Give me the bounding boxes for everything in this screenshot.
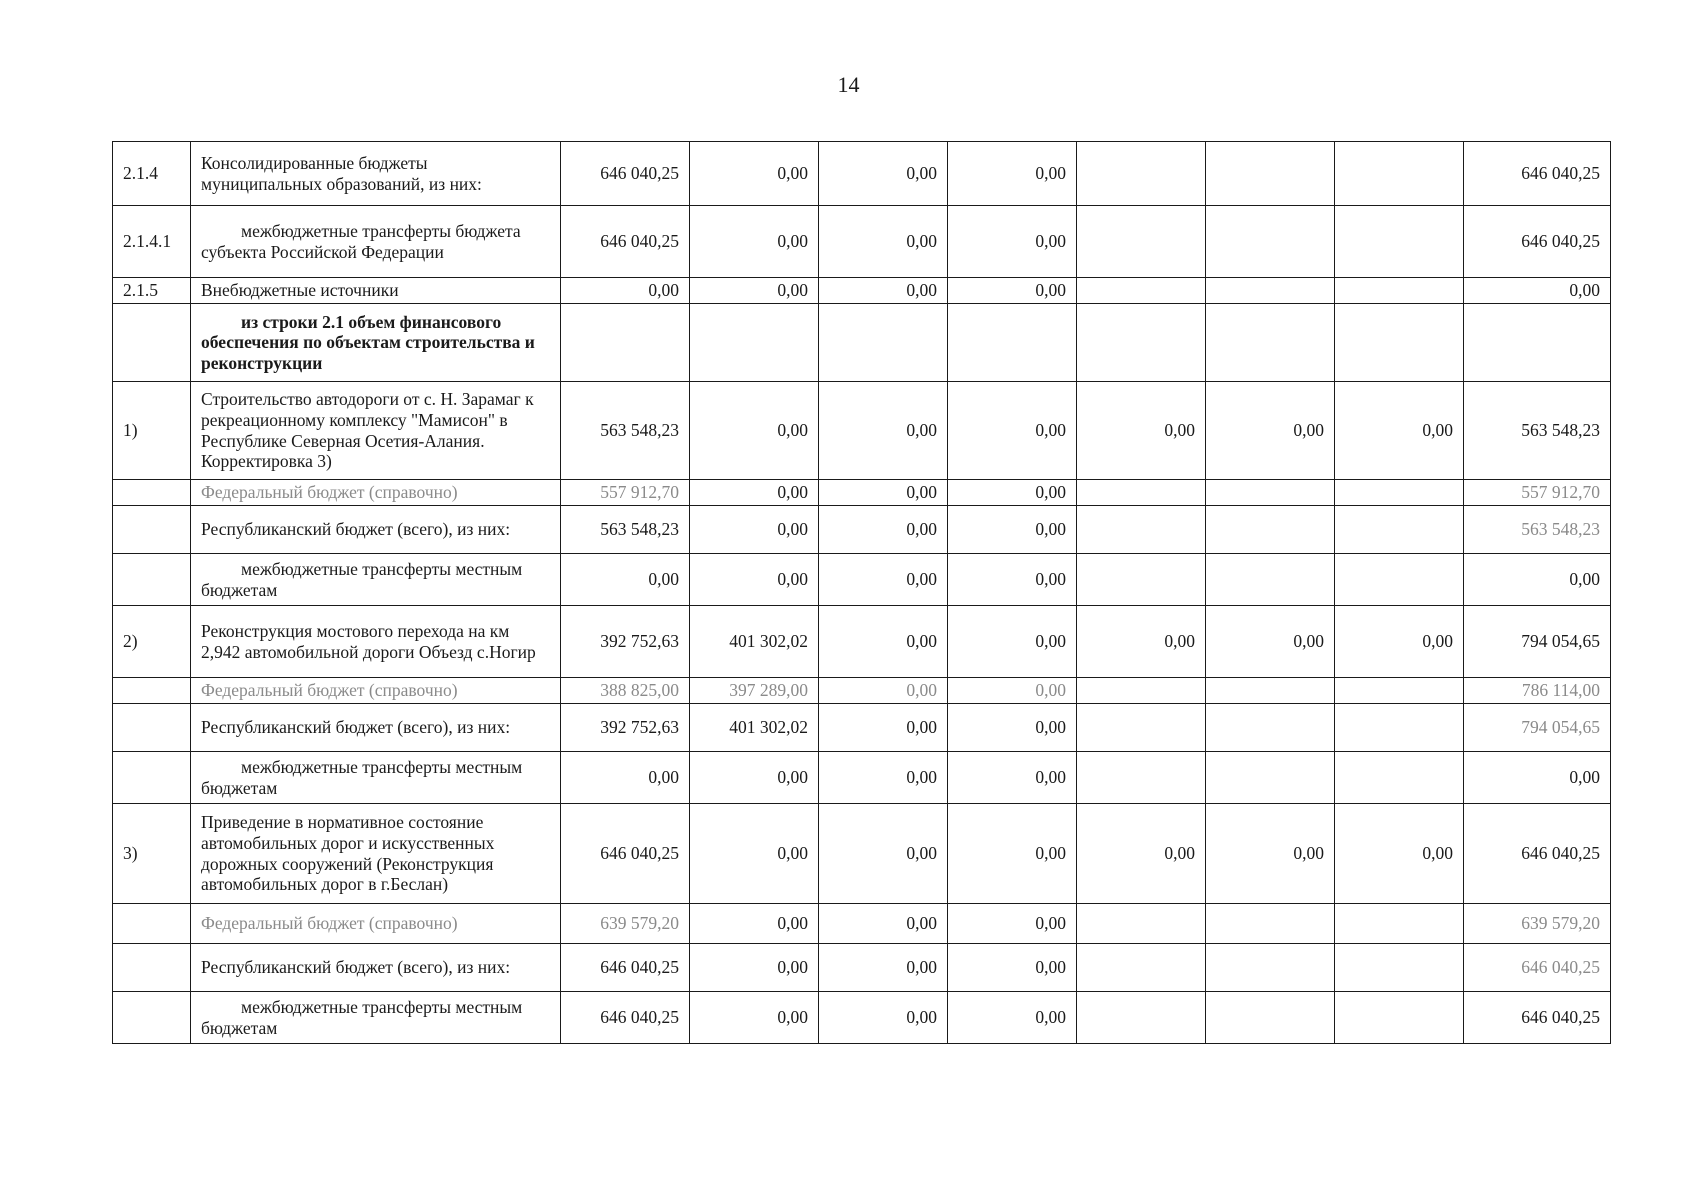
- row-value: 0,00: [948, 278, 1077, 304]
- row-value: 0,00: [690, 382, 819, 480]
- row-value: [1335, 704, 1464, 752]
- row-value: [1077, 554, 1206, 606]
- row-value: [1206, 704, 1335, 752]
- row-value: 0,00: [690, 554, 819, 606]
- row-value: 0,00: [948, 142, 1077, 206]
- row-value: 0,00: [948, 944, 1077, 992]
- budget-table: [112, 141, 1611, 1044]
- row-value: [1077, 506, 1206, 554]
- row-description: Приведение в нормативное состояние автомобильных дорог и искусственных дорожных сооружений (Реконструкция автомобильных дорог в г.Беслан): [191, 804, 561, 904]
- row-code: 2.1.5: [113, 278, 191, 304]
- table-row: [113, 804, 1611, 904]
- row-value: [1335, 992, 1464, 1044]
- row-value: 0,00: [819, 554, 948, 606]
- row-value: 646 040,25: [1464, 206, 1611, 278]
- row-value: 0,00: [1464, 752, 1611, 804]
- row-value: [1335, 142, 1464, 206]
- row-value: 0,00: [561, 554, 690, 606]
- row-value: 0,00: [819, 278, 948, 304]
- row-value: [1464, 304, 1611, 382]
- row-value: 0,00: [1464, 278, 1611, 304]
- row-code: 1): [113, 382, 191, 480]
- row-value: 0,00: [1077, 804, 1206, 904]
- row-description: межбюджетные трансферты местным бюджетам: [191, 992, 561, 1044]
- row-value: 0,00: [948, 206, 1077, 278]
- table-row: [113, 904, 1611, 944]
- table-row: [113, 278, 1611, 304]
- row-code: [113, 992, 191, 1044]
- row-code: [113, 506, 191, 554]
- row-value: [1335, 752, 1464, 804]
- row-value: 794 054,65: [1464, 704, 1611, 752]
- row-value: 392 752,63: [561, 606, 690, 678]
- table-body: [113, 142, 1611, 1044]
- row-value: 557 912,70: [561, 480, 690, 506]
- row-value: [1335, 944, 1464, 992]
- row-value: 646 040,25: [1464, 142, 1611, 206]
- table-row: [113, 606, 1611, 678]
- row-code: [113, 752, 191, 804]
- row-description: межбюджетные трансферты бюджета субъекта Российской Федерации: [191, 206, 561, 278]
- row-value: 0,00: [690, 752, 819, 804]
- page-number: 14: [837, 72, 860, 97]
- row-description: Федеральный бюджет (справочно): [191, 678, 561, 704]
- row-value: 388 825,00: [561, 678, 690, 704]
- row-code: 2.1.4.1: [113, 206, 191, 278]
- row-value: 646 040,25: [1464, 944, 1611, 992]
- table-row: [113, 480, 1611, 506]
- row-value: 0,00: [948, 606, 1077, 678]
- row-value: 0,00: [819, 944, 948, 992]
- row-value: 0,00: [690, 278, 819, 304]
- row-value: [1206, 992, 1335, 1044]
- row-code: [113, 704, 191, 752]
- row-description: Строительство автодороги от с. Н. Зарамаг к рекреационному комплексу "Мамисон" в Республике Северная Осетия-Алания. Корректировка 3): [191, 382, 561, 480]
- row-value: 0,00: [1335, 606, 1464, 678]
- row-value: [1077, 278, 1206, 304]
- row-value: 0,00: [819, 704, 948, 752]
- row-value: [1206, 142, 1335, 206]
- table-row: [113, 506, 1611, 554]
- row-value: [1335, 506, 1464, 554]
- row-value: 0,00: [948, 752, 1077, 804]
- row-value: [1077, 142, 1206, 206]
- row-value: 0,00: [690, 804, 819, 904]
- table-row: [113, 752, 1611, 804]
- row-value: [690, 304, 819, 382]
- row-value: 646 040,25: [561, 142, 690, 206]
- row-value: 563 548,23: [561, 382, 690, 480]
- row-value: 0,00: [1206, 606, 1335, 678]
- row-value: 0,00: [561, 278, 690, 304]
- row-value: 563 548,23: [1464, 506, 1611, 554]
- row-description: Консолидированные бюджеты муниципальных образований, из них:: [191, 142, 561, 206]
- row-value: 0,00: [819, 992, 948, 1044]
- row-value: [1206, 678, 1335, 704]
- row-value: [819, 304, 948, 382]
- row-value: 0,00: [948, 554, 1077, 606]
- row-value: [1077, 304, 1206, 382]
- table-row: [113, 704, 1611, 752]
- row-value: [1206, 304, 1335, 382]
- row-value: 0,00: [690, 904, 819, 944]
- row-code: [113, 480, 191, 506]
- row-value: [1077, 944, 1206, 992]
- row-value: [1077, 678, 1206, 704]
- row-value: 0,00: [819, 606, 948, 678]
- row-value: 563 548,23: [561, 506, 690, 554]
- row-value: 0,00: [819, 142, 948, 206]
- row-value: 0,00: [819, 804, 948, 904]
- row-value: 0,00: [948, 678, 1077, 704]
- row-value: 639 579,20: [561, 904, 690, 944]
- row-code: 3): [113, 804, 191, 904]
- row-value: 0,00: [819, 206, 948, 278]
- row-value: [1335, 904, 1464, 944]
- row-value: 0,00: [948, 382, 1077, 480]
- row-value: 392 752,63: [561, 704, 690, 752]
- table-row: [113, 304, 1611, 382]
- row-value: [561, 304, 690, 382]
- row-value: [1335, 554, 1464, 606]
- row-value: [1077, 206, 1206, 278]
- row-value: [1206, 506, 1335, 554]
- row-value: [1206, 554, 1335, 606]
- row-value: 0,00: [690, 142, 819, 206]
- row-value: 646 040,25: [1464, 804, 1611, 904]
- row-description: Федеральный бюджет (справочно): [191, 904, 561, 944]
- row-value: [1077, 480, 1206, 506]
- row-value: 794 054,65: [1464, 606, 1611, 678]
- row-value: 0,00: [948, 904, 1077, 944]
- row-value: [1077, 904, 1206, 944]
- row-value: 397 289,00: [690, 678, 819, 704]
- row-code: [113, 944, 191, 992]
- row-value: [1206, 752, 1335, 804]
- row-value: [1335, 206, 1464, 278]
- row-value: 0,00: [948, 992, 1077, 1044]
- row-description: межбюджетные трансферты местным бюджетам: [191, 554, 561, 606]
- table-row: [113, 944, 1611, 992]
- row-value: 0,00: [1206, 382, 1335, 480]
- row-value: 646 040,25: [561, 206, 690, 278]
- row-value: 0,00: [690, 992, 819, 1044]
- row-value: 0,00: [1077, 382, 1206, 480]
- row-value: 0,00: [819, 506, 948, 554]
- row-value: 646 040,25: [561, 944, 690, 992]
- row-value: 646 040,25: [561, 804, 690, 904]
- row-value: 0,00: [561, 752, 690, 804]
- row-value: 0,00: [690, 944, 819, 992]
- table-row: [113, 382, 1611, 480]
- row-value: [1077, 752, 1206, 804]
- row-value: 401 302,02: [690, 606, 819, 678]
- row-code: [113, 554, 191, 606]
- row-value: 0,00: [948, 704, 1077, 752]
- row-code: [113, 678, 191, 704]
- row-value: [1206, 278, 1335, 304]
- row-value: [1206, 944, 1335, 992]
- row-value: 0,00: [690, 480, 819, 506]
- row-value: [1335, 278, 1464, 304]
- row-value: 0,00: [819, 480, 948, 506]
- row-value: 0,00: [819, 752, 948, 804]
- row-value: [948, 304, 1077, 382]
- row-value: 563 548,23: [1464, 382, 1611, 480]
- row-description: Республиканский бюджет (всего), из них:: [191, 704, 561, 752]
- row-value: 0,00: [1464, 554, 1611, 606]
- row-value: 646 040,25: [1464, 992, 1611, 1044]
- row-value: 646 040,25: [561, 992, 690, 1044]
- row-code: 2): [113, 606, 191, 678]
- row-value: [1206, 480, 1335, 506]
- row-value: 0,00: [819, 382, 948, 480]
- row-code: 2.1.4: [113, 142, 191, 206]
- row-value: [1206, 904, 1335, 944]
- row-value: [1077, 704, 1206, 752]
- row-value: 0,00: [1077, 606, 1206, 678]
- row-value: [1206, 206, 1335, 278]
- row-value: 0,00: [819, 904, 948, 944]
- table-row: [113, 142, 1611, 206]
- row-value: 0,00: [690, 206, 819, 278]
- row-value: [1335, 304, 1464, 382]
- row-value: [1335, 678, 1464, 704]
- row-value: 0,00: [948, 506, 1077, 554]
- row-description: Реконструкция мостового перехода на км 2,942 автомобильной дороги Объезд с.Ногир: [191, 606, 561, 678]
- row-value: 0,00: [1335, 804, 1464, 904]
- row-value: 786 114,00: [1464, 678, 1611, 704]
- row-value: 0,00: [1335, 382, 1464, 480]
- table-row: [113, 678, 1611, 704]
- row-description: Республиканский бюджет (всего), из них:: [191, 944, 561, 992]
- row-description: Внебюджетные источники: [191, 278, 561, 304]
- row-value: 0,00: [690, 506, 819, 554]
- row-value: 557 912,70: [1464, 480, 1611, 506]
- row-value: 639 579,20: [1464, 904, 1611, 944]
- table-row: [113, 554, 1611, 606]
- row-value: [1077, 992, 1206, 1044]
- row-value: 401 302,02: [690, 704, 819, 752]
- row-value: [1335, 480, 1464, 506]
- table-row: [113, 206, 1611, 278]
- table-row: [113, 992, 1611, 1044]
- row-description: из строки 2.1 объем финансового обеспечения по объектам строительства и реконструкции: [191, 304, 561, 382]
- row-description: Республиканский бюджет (всего), из них:: [191, 506, 561, 554]
- row-value: 0,00: [1206, 804, 1335, 904]
- row-code: [113, 304, 191, 382]
- row-value: 0,00: [819, 678, 948, 704]
- row-description: Федеральный бюджет (справочно): [191, 480, 561, 506]
- row-code: [113, 904, 191, 944]
- row-value: 0,00: [948, 480, 1077, 506]
- row-value: 0,00: [948, 804, 1077, 904]
- row-description: межбюджетные трансферты местным бюджетам: [191, 752, 561, 804]
